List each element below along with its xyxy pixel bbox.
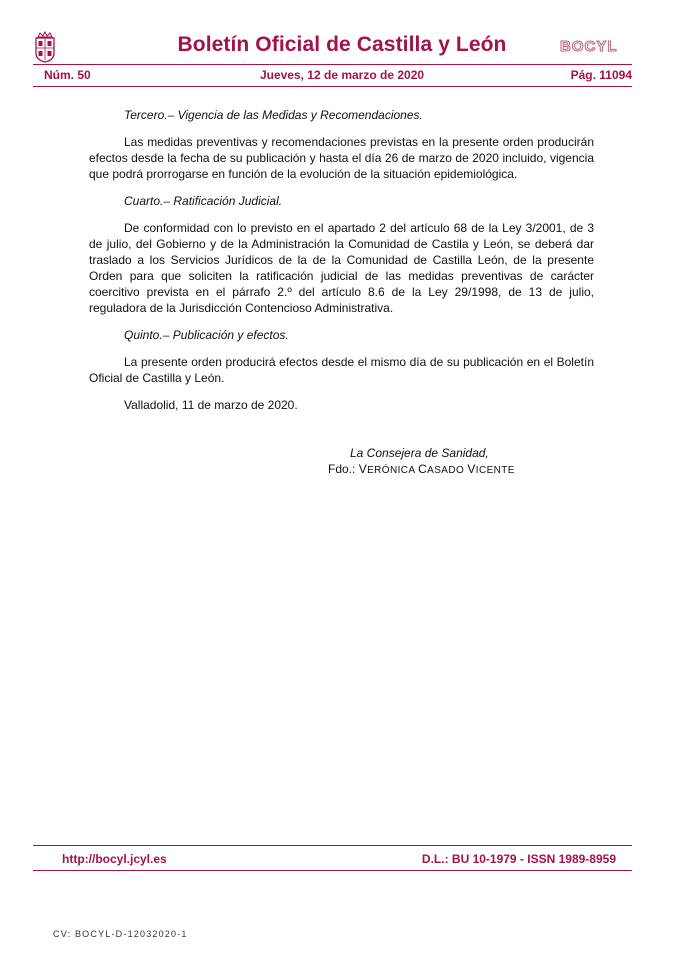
signature-prefix: Fdo.: (328, 462, 359, 476)
footer-bottom-rule (33, 870, 632, 871)
bulletin-title: Boletín Oficial de Castilla y León (177, 33, 507, 56)
paragraph-tercero: Las medidas preventivas y recomendaciones previstas en la presente orden producirán efectos desde la fecha de su publicación y hasta el día 26 de marzo de 2020 incluido, vigencia que podrá prorrogarse en función de la evolución de la situación epidemiológica. (89, 135, 594, 181)
verification-code: CV: BOCYL-D-12032020-1 (53, 929, 188, 939)
place-and-date: Valladolid, 11 de marzo de 2020. (124, 398, 298, 412)
issue-date: Jueves, 12 de marzo de 2020 (259, 68, 425, 82)
page-number: Pág. 11094 (570, 68, 632, 82)
paragraph-cuarto: De conformidad con lo previsto en el apartado 2 del artículo 68 de la Ley 3/2001, de 3 de julio, del Gobierno y de la Administración la Comunidad de Castila y León, se deberá dar traslado a los Servicios Jurídicos de la de la Comunidad de Castilla León, de la presente Orden para que soliciten la ratificación judicial de las medidas preventivas de carácter coercitivo prevista en el párrafo 2.º del artículo 8.6 de la Ley 29/1998, de 13 de julio, reguladora de la Jurisdicción Contencioso Administrativa. (89, 221, 594, 315)
bocyl-logo: BOCYL (560, 38, 618, 55)
signer-name: VERÓNICA CASADO VICENTE (358, 462, 515, 476)
document-body (89, 107, 594, 413)
header-bottom-rule (33, 86, 632, 87)
footer-top-rule (33, 845, 632, 846)
header-top-rule (33, 64, 632, 65)
section-heading-tercero: Tercero.– Vigencia de las Medidas y Recomendaciones. (124, 108, 423, 122)
issue-number: Núm. 50 (44, 68, 91, 82)
footer-url-link[interactable]: http://bocyl.jcyl.es (62, 852, 167, 866)
signer-role: La Consejera de Sanidad, (350, 446, 489, 460)
signature-line (328, 462, 515, 476)
section-heading-quinto: Quinto.– Publicación y efectos. (124, 328, 289, 342)
paragraph-quinto: La presente orden producirá efectos desde el mismo día de su publicación en el Boletín Oficial de Castilla y León. (89, 355, 594, 385)
footer-legal-deposit: D.L.: BU 10-1979 - ISSN 1989-8959 (421, 852, 616, 866)
section-heading-cuarto: Cuarto.– Ratificación Judicial. (124, 194, 283, 208)
